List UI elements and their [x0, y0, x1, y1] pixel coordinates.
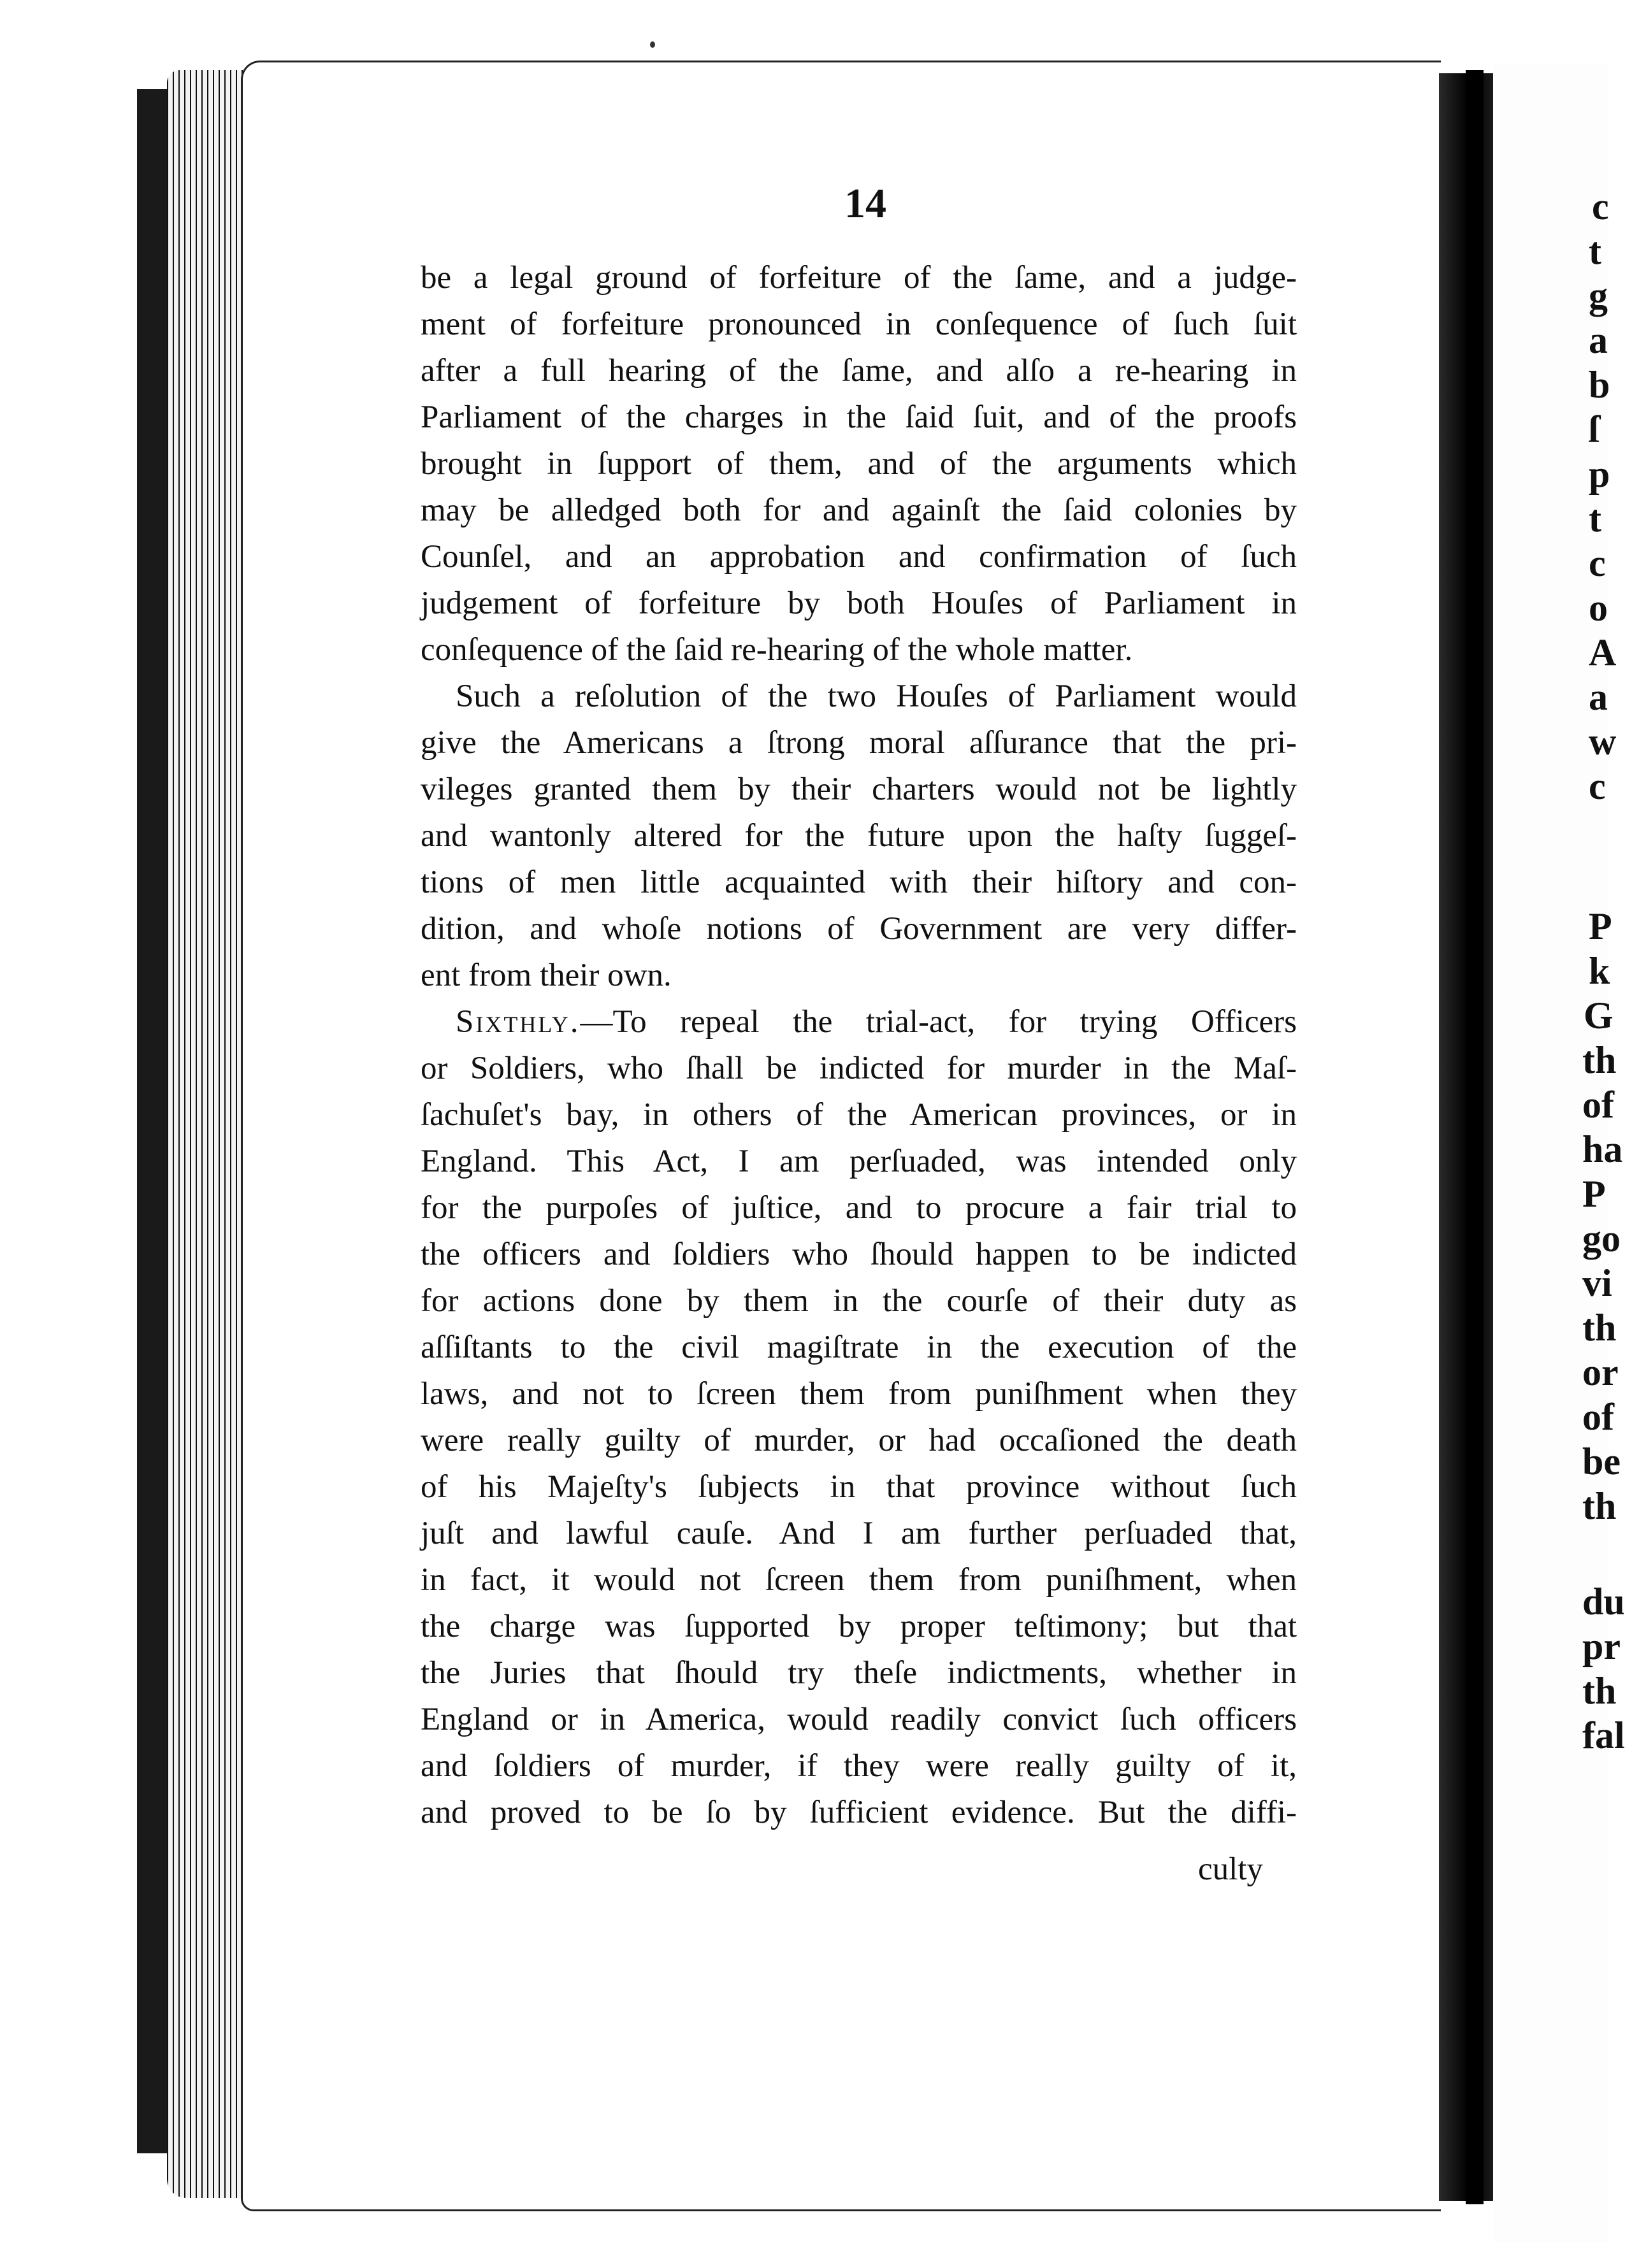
gutter-strip	[1466, 70, 1484, 2204]
text-line-content: dition, and whoſe notions of Government are very differ-	[421, 911, 1297, 947]
text-line	[421, 441, 1297, 487]
text-line	[421, 627, 1297, 673]
ink-speck	[650, 41, 655, 48]
text-line	[421, 1464, 1297, 1511]
next-page-fragment: c	[1592, 185, 1609, 227]
text-line-content: after a full hearing of the ſame, and alſo a re-hearing in	[421, 353, 1297, 389]
text-line-content: tions of men little acquainted with their hiſtory and con-	[421, 865, 1297, 900]
text-line-content: judgement of forfeiture by both Houſes of Parliament in	[421, 585, 1297, 621]
next-page-fragment: P	[1589, 905, 1612, 947]
text-line	[421, 255, 1297, 301]
text-line	[421, 301, 1297, 348]
next-page-fragment: g	[1589, 275, 1608, 317]
text-line-content: conſequence of the ſaid re-hearing of the whole matter.	[421, 632, 1133, 668]
text-line-content: Such a reſolution of the two Houſes of Parliament would	[456, 678, 1297, 714]
next-page-fragment: vi	[1582, 1262, 1612, 1304]
text-line	[421, 394, 1297, 441]
text-line-content: brought in ſupport of them, and of the arguments which	[421, 446, 1297, 482]
text-line-content: juſt and lawful cauſe. And I am further perſuaded that,	[421, 1516, 1297, 1551]
text-line-content: England. This Act, I am perſuaded, was intended only	[421, 1144, 1297, 1179]
text-line	[421, 1185, 1297, 1231]
text-line	[421, 1650, 1297, 1697]
next-page-fragment: a	[1589, 676, 1608, 718]
next-page-fragment: t	[1589, 498, 1601, 540]
next-page-edge	[1493, 64, 1625, 2243]
text-line-content: the Juries that ſhould try theſe indictments, whether in	[421, 1655, 1297, 1691]
text-line	[421, 1092, 1297, 1138]
text-line-content: aſſiſtants to the civil magiſtrate in the execution of the	[421, 1330, 1297, 1365]
text-line	[421, 1418, 1297, 1464]
text-line-content: ment of forfeiture pronounced in conſequence of ſuch ſuit	[421, 306, 1297, 342]
next-page-fragment: p	[1589, 453, 1610, 495]
next-page-fragment: of	[1582, 1396, 1614, 1438]
text-line-content: the officers and ſoldiers who ſhould happen to be indicted	[421, 1237, 1297, 1272]
text-line-content: give the Americans a ſtrong moral aſſurance that the pri-	[421, 725, 1297, 761]
text-line	[421, 1324, 1297, 1371]
next-page-fragment: pr	[1582, 1625, 1621, 1667]
text-line-content: and wantonly altered for the future upon the haſty ſuggeſ-	[421, 818, 1297, 854]
text-line-content: may be alledged both for and againſt the ſaid colonies by	[421, 492, 1297, 528]
text-line	[421, 1743, 1297, 1790]
text-line-content: the charge was ſupported by proper teſtimony; but that	[421, 1609, 1297, 1644]
text-line	[421, 1697, 1297, 1743]
next-page-fragment: G	[1584, 994, 1614, 1037]
next-page-fragment: c	[1589, 765, 1606, 807]
text-line	[421, 1557, 1297, 1604]
text-line	[421, 1045, 1297, 1092]
next-page-fragment: du	[1582, 1581, 1625, 1623]
text-line-content: ſachuſet's bay, in others of the American provinces, or in	[421, 1097, 1297, 1133]
next-page-fragment: ha	[1582, 1128, 1623, 1170]
text-line-content: were really guilty of murder, or had occaſioned the death	[421, 1423, 1297, 1458]
text-line-content: in fact, it would not ſcreen them from puniſhment, when	[421, 1562, 1297, 1598]
next-page-fragment: fal	[1582, 1714, 1625, 1756]
text-line-content: and proved to be ſo by ſufficient evidence. But the diffi-	[421, 1795, 1297, 1830]
next-page-fragment: go	[1582, 1217, 1621, 1260]
text-line-content: for actions done by them in the courſe of their duty as	[421, 1283, 1297, 1319]
text-line	[421, 534, 1297, 580]
text-line	[421, 1511, 1297, 1557]
page-edges	[167, 70, 243, 2198]
text-line	[421, 1278, 1297, 1324]
text-line	[421, 813, 1297, 859]
catchword: culty	[1198, 1851, 1263, 1887]
next-page-fragment: a	[1589, 319, 1608, 361]
text-line-content: vileges granted them by their charters would not be lightly	[421, 772, 1297, 807]
text-line-content: laws, and not to ſcreen them from puniſhment when they	[421, 1376, 1297, 1412]
text-line	[421, 1231, 1297, 1278]
next-page-fragment: ſ	[1589, 408, 1600, 450]
next-page-fragment: c	[1589, 542, 1606, 584]
next-page-fragment: th	[1582, 1670, 1617, 1712]
next-page-fragment: be	[1582, 1440, 1621, 1482]
text-line	[421, 999, 1297, 1045]
text-line-content: England or in America, would readily convict ſuch officers	[421, 1702, 1297, 1737]
text-line	[421, 487, 1297, 534]
text-line	[421, 766, 1297, 813]
text-line-content: and ſoldiers of murder, if they were really guilty of it,	[421, 1748, 1297, 1784]
section-lead: Sixthly.	[456, 1004, 581, 1040]
text-line	[421, 1604, 1297, 1650]
next-page-fragment: or	[1582, 1351, 1619, 1393]
text-line	[421, 348, 1297, 394]
text-line	[421, 1790, 1297, 1836]
text-line	[421, 580, 1297, 627]
text-line	[421, 859, 1297, 906]
body-text	[421, 255, 1297, 1836]
next-page-fragment: A	[1589, 631, 1617, 673]
text-line	[421, 673, 1297, 720]
text-line	[421, 720, 1297, 766]
next-page-fragment: th	[1582, 1039, 1617, 1081]
next-page-fragment: of	[1582, 1084, 1614, 1126]
next-page-fragment: k	[1589, 950, 1610, 992]
next-page-fragment: th	[1582, 1485, 1617, 1527]
page-number: 14	[844, 180, 886, 227]
text-line	[421, 1138, 1297, 1185]
next-page-fragment: t	[1589, 230, 1601, 272]
next-page-fragment: w	[1589, 721, 1617, 763]
text-line-content: of his Majeſty's ſubjects in that province without ſuch	[421, 1469, 1297, 1505]
text-line-content: Parliament of the charges in the ſaid ſuit, and of the proofs	[421, 399, 1297, 435]
text-line-content: for the purpoſes of juſtice, and to procure a fair trial to	[421, 1190, 1297, 1226]
text-line-content: Counſel, and an approbation and confirmation of ſuch	[421, 539, 1297, 575]
next-page-fragment: o	[1589, 587, 1608, 629]
text-line	[421, 906, 1297, 952]
next-page-fragment: b	[1589, 364, 1610, 406]
text-line-content: —To repeal the trial-act, for trying Officers	[580, 1004, 1297, 1040]
text-line-content: be a legal ground of forfeiture of the ſame, and a judge-	[421, 260, 1297, 296]
text-line-content: or Soldiers, who ſhall be indicted for murder in the Maſ-	[421, 1051, 1297, 1086]
next-page-fragment: P	[1582, 1173, 1606, 1215]
next-page-fragment: th	[1582, 1307, 1617, 1349]
text-line	[421, 1371, 1297, 1418]
text-line-content: ent from their own.	[421, 958, 672, 993]
text-line	[421, 952, 1297, 999]
